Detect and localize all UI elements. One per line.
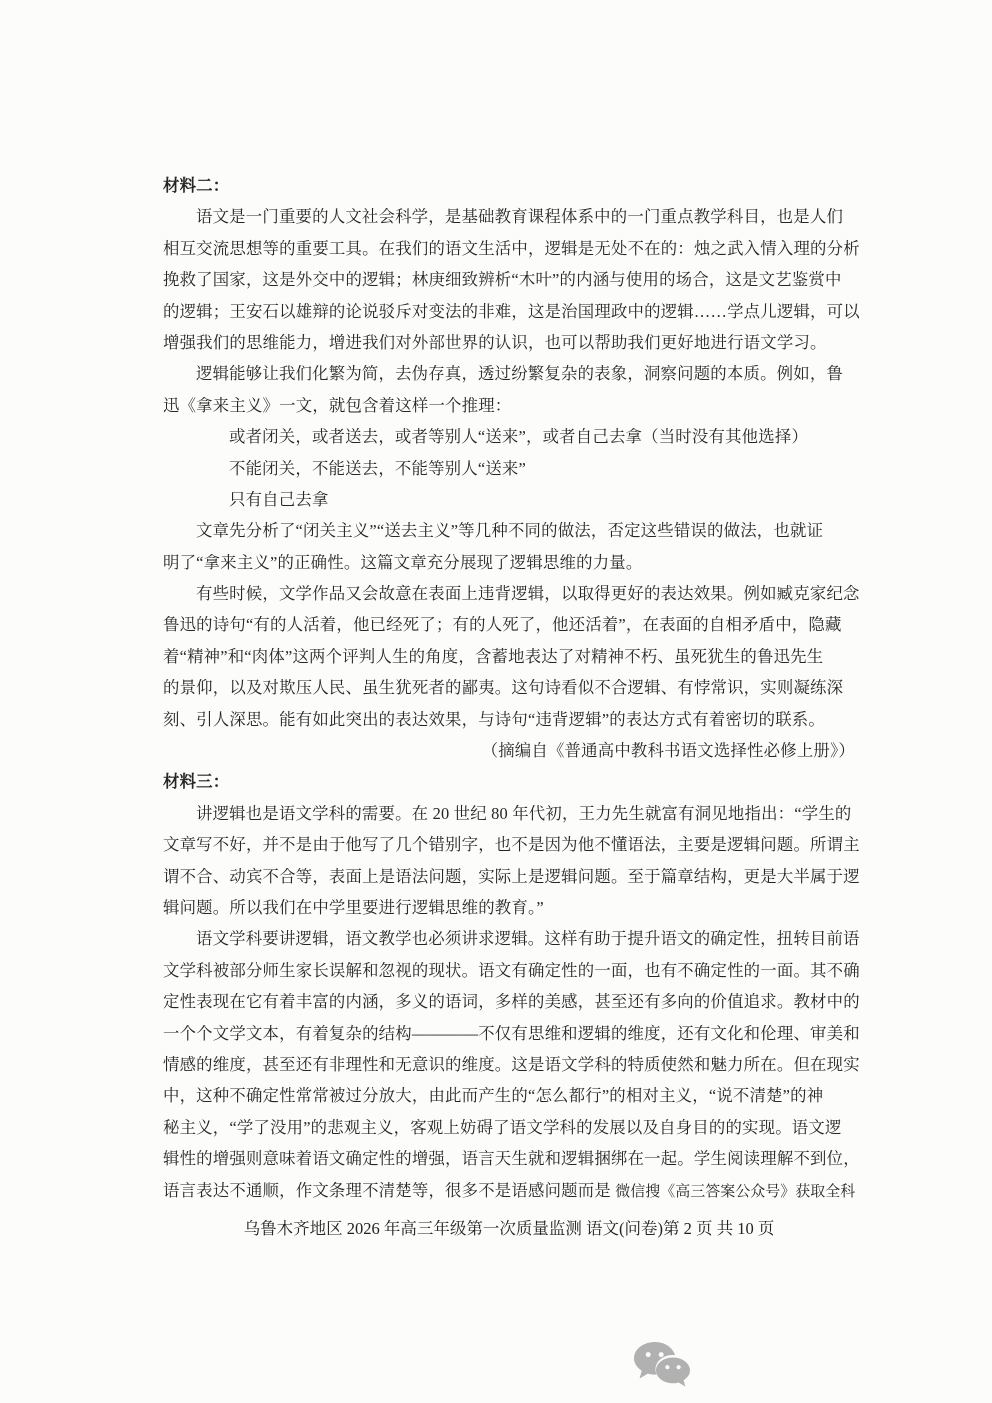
text-line: 材料三： <box>163 772 230 792</box>
material-2-paragraph-1 <box>163 201 860 358</box>
text-line: 迅《拿来主义》一文，就包含着这样一个推理： <box>163 395 512 415</box>
text-line: 文章写不好，并不是由于他写了几个错别字，也不是因为他不懂语法，主要是逻辑问题。所谓主 <box>163 835 860 855</box>
text-line: 文学科被部分师生家长误解和忽视的现状。语文有确定性的一面，也有不确定性的一面。其不确 <box>163 960 860 980</box>
text-line: （摘编自《普通高中教科书语文选择性必修上册》） <box>481 741 855 761</box>
text-line: 辑问题。所以我们在中学里要进行逻辑思维的教育。” <box>163 897 544 917</box>
material-2-source <box>163 735 855 766</box>
text-line: 中，这种不确定性常常被过分放大，由此而产生的“怎么都行”的相对主义，“说不清楚”的神 <box>163 1086 824 1106</box>
material-3-paragraph-2 <box>163 923 860 1206</box>
wechat-icon <box>630 1340 700 1392</box>
text-line: 挽救了国家，这是外交中的逻辑；林庚细致辨析“木叶”的内涵与使用的场合，这是文艺鉴赏中 <box>163 270 842 290</box>
material-2-heading <box>163 170 855 201</box>
text-line: 着“精神”和“肉体”这两个评判人生的角度，含蓄地表达了对精神不朽、虽死犹生的鲁迅先生 <box>163 646 824 666</box>
text-line: 明了“拿来主义”的正确性。这篇文章充分展现了逻辑思维的力量。 <box>163 552 643 572</box>
text-line: 定性表现在它有着丰富的内涵，多义的语词，多样的美感，甚至还有多向的价值追求。教材中的 <box>163 992 860 1012</box>
text-line: 谓不合、动宾不合等，表面上是语法问题，实际上是逻辑问题。至于篇章结构，更是大半属于逻 <box>163 866 860 886</box>
material-2-paragraph-4 <box>163 578 860 735</box>
text-line: 秘主义，“学了没用”的悲观主义，客观上妨碍了语文学科的发展以及自身目的的实现。语文逻 <box>163 1117 842 1137</box>
text-line: 的逻辑；王安石以雄辩的论说驳斥对变法的非难，这是治国理政中的逻辑……学点儿逻辑，可以 <box>163 301 860 321</box>
text-column <box>163 170 860 1206</box>
text-line: 只有自己去拿 <box>229 489 329 509</box>
text-line: 或者闭关，或者送去，或者等别人“送来”，或者自己去拿（当时没有其他选择） <box>229 427 809 447</box>
text-line: 刻、引人深思。能有如此突出的表达效果，与诗句“违背逻辑”的表达方式有着密切的联系。 <box>163 709 825 729</box>
text-line: 鲁迅的诗句“有的人活着，他已经死了；有的人死了，他还活着”，在表面的自相矛盾中，隐藏 <box>163 615 842 635</box>
text-line: 一个个文学文本，有着复杂的结构————不仅有思维和逻辑的维度，还有文化和伦理、审美和 <box>163 1023 860 1043</box>
text-line: 材料二： <box>163 176 230 195</box>
text-line: 有些时候，文学作品又会故意在表面上违背逻辑，以取得更好的表达效果。例如臧克家纪念 <box>196 584 860 604</box>
text-line: 辑性的增强则意味着语文确定性的增强，语言天生就和逻辑捆绑在一起。学生阅读理解不到位， <box>163 1149 860 1169</box>
material-2-paragraph-3 <box>163 515 855 578</box>
material-2-paragraph-2 <box>163 358 855 421</box>
text-line: 逻辑能够让我们化繁为简，去伪存真，透过纷繁复杂的表象，洞察问题的本质。例如，鲁 <box>196 364 844 384</box>
text-line: 语文是一门重要的人文社会科学，是基础教育课程体系中的一门重点教学科目，也是人们 <box>196 207 844 227</box>
text-line: 相互交流思想等的重要工具。在我们的语文生活中，逻辑是无处不在的：烛之武入情入理的分析 <box>163 238 860 258</box>
material-3-heading <box>163 766 855 797</box>
watermark-ad-text: 微信搜《高三答案公众号》获取全科 <box>615 1183 856 1200</box>
text-line: 情感的维度，甚至还有非理性和无意识的维度。这是语文学科的特质使然和魅力所在。但在现实 <box>163 1054 860 1074</box>
text-line: 不能闭关，不能送去，不能等别人“送来” <box>229 458 526 478</box>
text-line: 讲逻辑也是语文学科的需要。在 20 世纪 80 年代初，王力先生就富有洞见地指出：“学生的 <box>196 803 852 823</box>
text-line: 增强我们的思维能力，增进我们对外部世界的认识，也可以帮助我们更好地进行语文学习。 <box>163 332 827 352</box>
text-line: 的景仰，以及对欺压人民、虽生犹死者的鄙夷。这句诗看似不合逻辑、有悖常识，实则凝练深 <box>163 678 844 698</box>
text-line: 文章先分析了“闭关主义”“送去主义”等几种不同的做法，否定这些错误的做法，也就证 <box>196 521 824 541</box>
text-line: 语文学科要讲逻辑，语文教学也必须讲求逻辑。这样有助于提升语文的确定性，扭转目前语 <box>196 929 860 949</box>
text-line: 语言表达不通顺，作文条理不清楚等，很多不是语感问题而是 微信搜《高三答案公众号》获取全科 <box>163 1180 856 1200</box>
material-3-paragraph-1 <box>163 798 860 924</box>
syllogism-lines <box>163 421 855 515</box>
page-footer: 乌鲁木齐地区 2026 年高三年级第一次质量监测 语文(问卷)第 2 页 共 10 页 <box>243 1219 775 1238</box>
